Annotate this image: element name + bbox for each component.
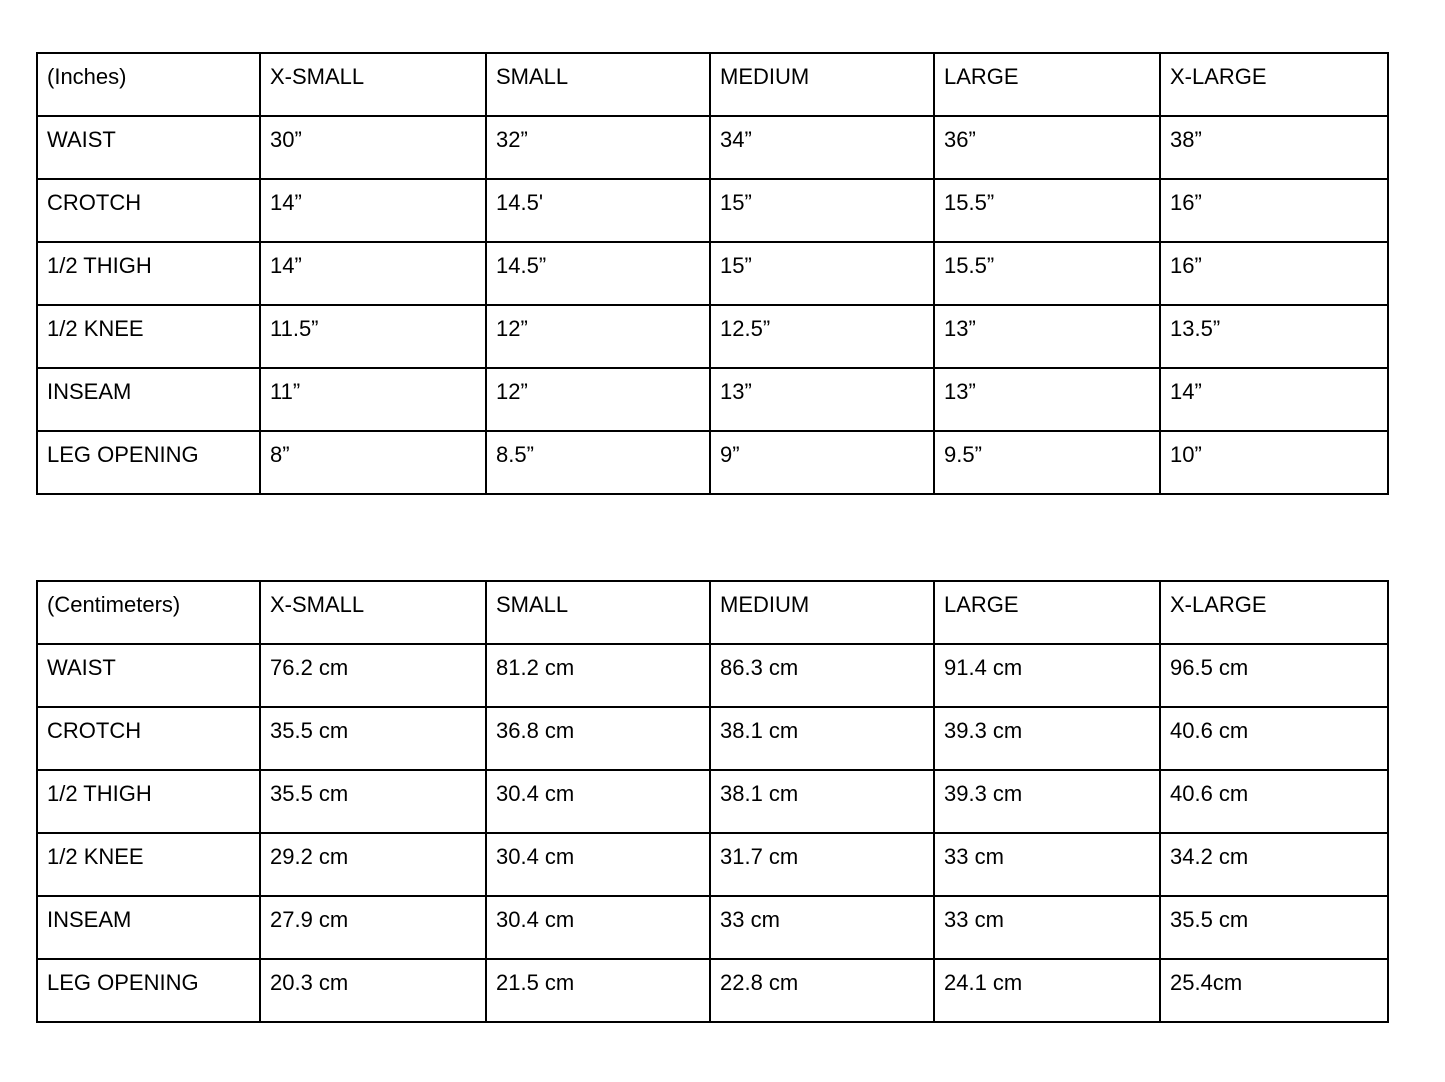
header-row — [37, 581, 1388, 644]
table-cell: 11.5” — [260, 305, 486, 368]
table-cell: 38.1 cm — [710, 707, 934, 770]
table-row — [37, 707, 1388, 770]
row-label: WAIST — [37, 116, 260, 179]
table-cell: 40.6 cm — [1160, 770, 1388, 833]
table-cell: 15.5” — [934, 242, 1160, 305]
table-cell: 34.2 cm — [1160, 833, 1388, 896]
table-row — [37, 431, 1388, 494]
header-row — [37, 53, 1388, 116]
table-cell: 13.5” — [1160, 305, 1388, 368]
table-cell: 12.5” — [710, 305, 934, 368]
column-header: X-SMALL — [260, 53, 486, 116]
table-cell: 33 cm — [710, 896, 934, 959]
table-cell: 14” — [1160, 368, 1388, 431]
table-cell: 12” — [486, 368, 710, 431]
table-cell: 35.5 cm — [260, 707, 486, 770]
table-row — [37, 242, 1388, 305]
table-cell: 14” — [260, 242, 486, 305]
table-cell: 13” — [934, 368, 1160, 431]
table-cell: 15.5” — [934, 179, 1160, 242]
table-cell: 34” — [710, 116, 934, 179]
row-label: 1/2 THIGH — [37, 770, 260, 833]
table-cell: 14” — [260, 179, 486, 242]
table-cell: 13” — [710, 368, 934, 431]
table-cell: 40.6 cm — [1160, 707, 1388, 770]
table-cell: 33 cm — [934, 833, 1160, 896]
table-row — [37, 833, 1388, 896]
table-cell: 76.2 cm — [260, 644, 486, 707]
row-label: 1/2 KNEE — [37, 305, 260, 368]
table-cell: 8.5” — [486, 431, 710, 494]
column-header: X-LARGE — [1160, 53, 1388, 116]
table-cell: 12” — [486, 305, 710, 368]
table-cell: 13” — [934, 305, 1160, 368]
table-cell: 25.4cm — [1160, 959, 1388, 1022]
table-row — [37, 368, 1388, 431]
row-label: 1/2 KNEE — [37, 833, 260, 896]
row-label: 1/2 THIGH — [37, 242, 260, 305]
table-cell: 16” — [1160, 179, 1388, 242]
row-label: WAIST — [37, 644, 260, 707]
table-cell: 38” — [1160, 116, 1388, 179]
table-cell: 33 cm — [934, 896, 1160, 959]
row-label: INSEAM — [37, 368, 260, 431]
table-cell: 86.3 cm — [710, 644, 934, 707]
column-header: SMALL — [486, 53, 710, 116]
table-cell: 36” — [934, 116, 1160, 179]
column-header: MEDIUM — [710, 581, 934, 644]
inches-size-table — [36, 52, 1389, 495]
column-header: X-LARGE — [1160, 581, 1388, 644]
centimeters-size-table — [36, 580, 1389, 1023]
row-label: LEG OPENING — [37, 431, 260, 494]
table-cell: 10” — [1160, 431, 1388, 494]
table-cell: 31.7 cm — [710, 833, 934, 896]
table-cell: 14.5” — [486, 242, 710, 305]
table-cell: 15” — [710, 179, 934, 242]
table-cell: 39.3 cm — [934, 707, 1160, 770]
row-label: INSEAM — [37, 896, 260, 959]
column-header: LARGE — [934, 53, 1160, 116]
table-row — [37, 770, 1388, 833]
table-cell: 35.5 cm — [1160, 896, 1388, 959]
table-cell: 30” — [260, 116, 486, 179]
table-cell: 39.3 cm — [934, 770, 1160, 833]
table-cell: 38.1 cm — [710, 770, 934, 833]
column-header: X-SMALL — [260, 581, 486, 644]
table-cell: 14.5' — [486, 179, 710, 242]
table-row — [37, 179, 1388, 242]
row-label: LEG OPENING — [37, 959, 260, 1022]
table-cell: 30.4 cm — [486, 896, 710, 959]
table-row — [37, 305, 1388, 368]
table-cell: 36.8 cm — [486, 707, 710, 770]
table-cell: 15” — [710, 242, 934, 305]
table-cell: 22.8 cm — [710, 959, 934, 1022]
unit-label: (Inches) — [37, 53, 260, 116]
table-cell: 16” — [1160, 242, 1388, 305]
table-cell: 30.4 cm — [486, 770, 710, 833]
table-cell: 11” — [260, 368, 486, 431]
table-cell: 20.3 cm — [260, 959, 486, 1022]
column-header: LARGE — [934, 581, 1160, 644]
table-cell: 96.5 cm — [1160, 644, 1388, 707]
table-cell: 30.4 cm — [486, 833, 710, 896]
unit-label: (Centimeters) — [37, 581, 260, 644]
table-row — [37, 644, 1388, 707]
table-cell: 21.5 cm — [486, 959, 710, 1022]
table-cell: 91.4 cm — [934, 644, 1160, 707]
row-label: CROTCH — [37, 707, 260, 770]
table-row — [37, 896, 1388, 959]
table-cell: 24.1 cm — [934, 959, 1160, 1022]
table-row — [37, 959, 1388, 1022]
table-cell: 9” — [710, 431, 934, 494]
table-cell: 8” — [260, 431, 486, 494]
column-header: SMALL — [486, 581, 710, 644]
table-row — [37, 116, 1388, 179]
table-cell: 32” — [486, 116, 710, 179]
row-label: CROTCH — [37, 179, 260, 242]
table-cell: 81.2 cm — [486, 644, 710, 707]
table-cell: 29.2 cm — [260, 833, 486, 896]
table-cell: 9.5” — [934, 431, 1160, 494]
table-cell: 27.9 cm — [260, 896, 486, 959]
table-cell: 35.5 cm — [260, 770, 486, 833]
column-header: MEDIUM — [710, 53, 934, 116]
